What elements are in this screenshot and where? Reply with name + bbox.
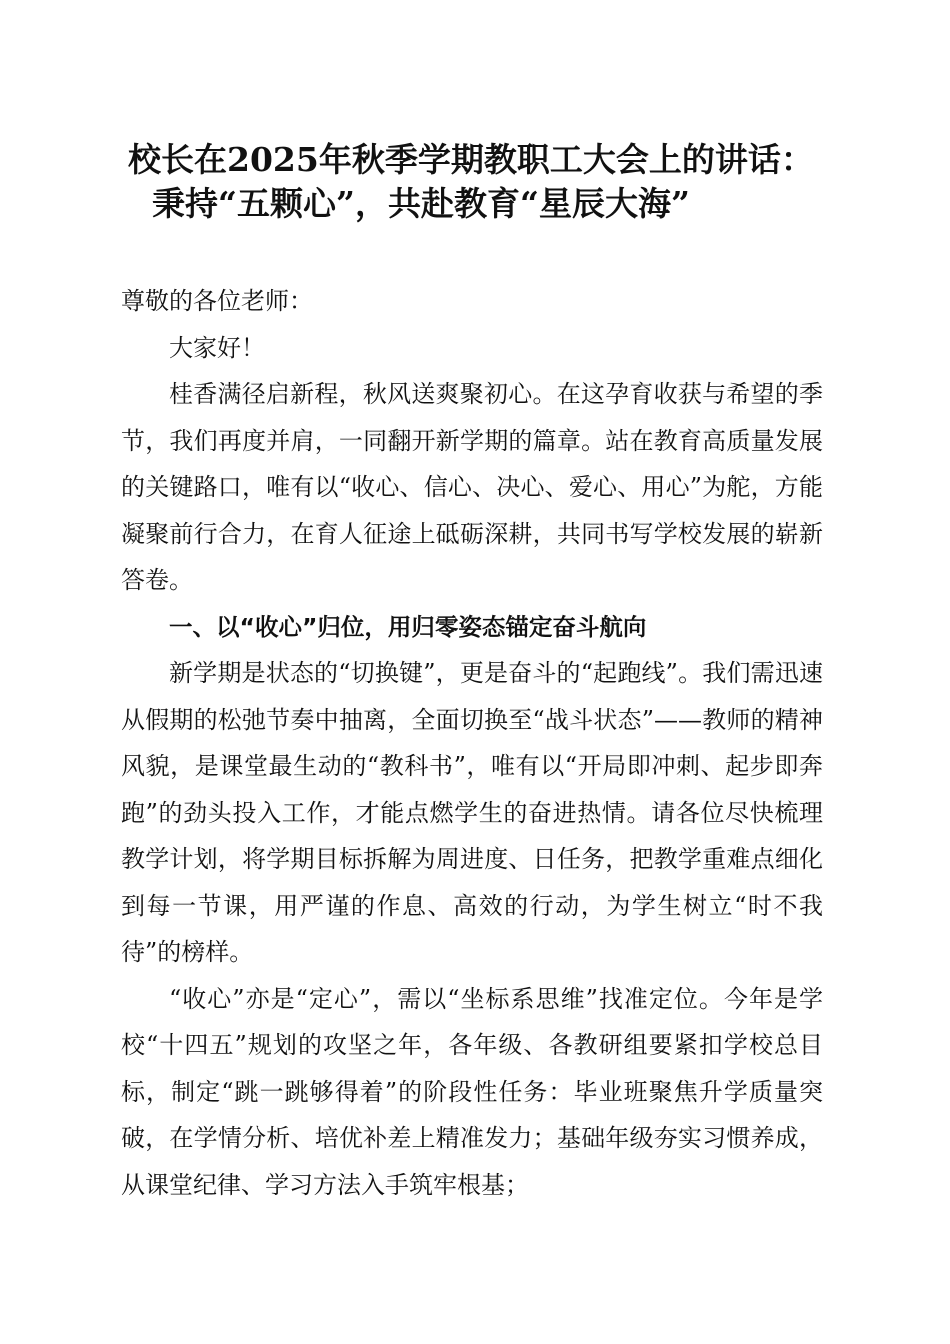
salutation: 尊敬的各位老师： <box>121 287 313 315</box>
section-1-paragraph-2: “收心”亦是“定心”，需以“坐标系思维”找准定位。今年是学校“十四五”规划的攻坚之年，各年级、各教研组要紧扣学校总目标，制定“跳一跳够得着”的阶段性任务：毕业班聚焦升学质量突破，在学情分析、培优补差上精准发力；基础年级夯实习惯养成，从课堂纪律、学习方法入手筑牢根基； <box>121 984 823 1199</box>
section-1-heading: 一、以“收心”归位，用归零姿态锚定奋斗航向 <box>169 612 647 641</box>
intro-paragraph: 桂香满径启新程，秋风送爽聚初心。在这孕育收获与希望的季节，我们再度并肩，一同翻开新学期的篇章。站在教育高质量发展的关键路口，唯有以“收心、信心、决心、爱心、用心”为舵，方能凝聚前行合力，在育人征途上砥砺深耕，共同书写学校发展的崭新答卷。 <box>121 380 823 594</box>
document-body <box>121 278 823 1208</box>
section-1-paragraph-1: 新学期是状态的“切换键”，更是奋斗的“起跑线”。我们需迅速从假期的松弛节奏中抽离，全面切换至“战斗状态”——教师的精神风貌，是课堂最生动的“教科书”，唯有以“开局即冲刺、起步即奔跑”的劲头投入工作，才能点燃学生的奋进热情。请各位尽快梳理教学计划，将学期目标拆解为周进度、日任务，把教学重难点细化到每一节课，用严谨的作息、高效的行动，为学生树立“时不我待”的榜样。 <box>121 659 823 966</box>
greeting: 大家好！ <box>169 333 265 362</box>
document-title-line-2: 秉持“五颗心”，共赴教育“星辰大海” <box>152 184 690 223</box>
document-title-line-1: 校长在2025年秋季学期教职工大会上的讲话： <box>128 140 814 179</box>
